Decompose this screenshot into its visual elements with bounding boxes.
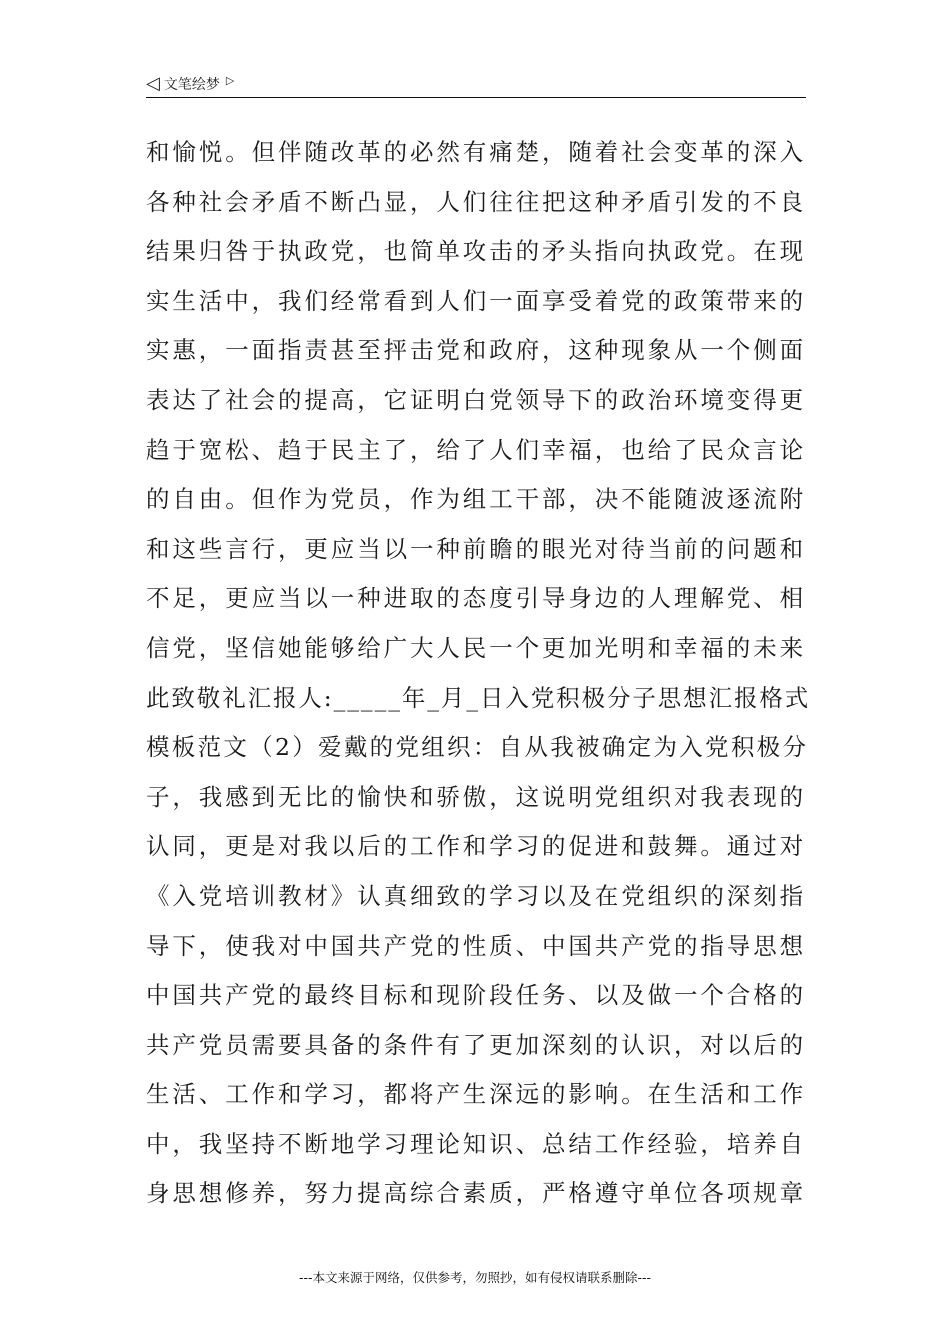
text-line: 认同，更是对我以后的工作和学习的促进和鼓舞。通过对	[146, 832, 806, 861]
text-line: 《入党培训教材》认真细致的学习以及在党组织的深刻指	[146, 881, 806, 910]
text-line: 生活、工作和学习，都将产生深远的影响。在生活和工作	[146, 1080, 806, 1109]
text-line: 趋于宽松、趋于民主了，给了人们幸福，也给了民众言论	[146, 435, 806, 464]
text-line: 实惠，一面指责甚至抨击党和政府，这种现象从一个侧面	[146, 336, 806, 365]
text-line: 信党，坚信她能够给广大人民一个更加光明和幸福的未来	[146, 633, 806, 662]
text-line: 子，我感到无比的愉快和骄傲，这说明党组织对我表现的	[146, 782, 806, 811]
text-line: 模板范文（2）爱戴的党组织：自从我被确定为入党积极分	[146, 733, 809, 762]
text-line: 身思想修养，努力提高综合素质，严格遵守单位各项规章	[146, 1179, 806, 1208]
text-line: 和这些言行，更应当以一种前瞻的眼光对待当前的问题和	[146, 534, 806, 563]
text-line: 表达了社会的提高，它证明白党领导下的政治环境变得更	[146, 385, 806, 414]
document-body	[146, 128, 810, 1219]
page-header	[146, 72, 806, 98]
text-line: 实生活中，我们经常看到人们一面享受着党的政策带来的	[146, 286, 806, 315]
text-line: 各种社会矛盾不断凸显，人们往往把这种矛盾引发的不良	[146, 187, 806, 216]
text-line: 结果归咎于执政党，也简单攻击的矛头指向执政党。在现	[146, 237, 806, 266]
text-line: 共产党员需要具备的条件有了更加深刻的认识，对以后的	[146, 1030, 806, 1059]
text-line: 的自由。但作为党员，作为组工干部，决不能随波逐流附	[146, 485, 806, 514]
header-brand-row	[146, 72, 806, 96]
triangle-left-icon: ◁	[146, 73, 160, 94]
footer-notice: ---本文来源于网络，仅供参考，勿照抄，如有侵权请联系删除---	[298, 1270, 652, 1285]
header-divider	[146, 97, 806, 98]
brand-title: 文笔绘梦	[163, 77, 220, 93]
text-line: 此致敬礼汇报人:_____年_月_日入党积极分子思想汇报格式	[146, 683, 811, 712]
text-line: 中国共产党的最终目标和现阶段任务、以及做一个合格的	[146, 981, 806, 1010]
triangle-right-icon: ▷	[225, 73, 235, 87]
text-line: 导下，使我对中国共产党的性质、中国共产党的指导思想	[146, 931, 806, 960]
text-line: 中，我坚持不断地学习理论知识、总结工作经验，培养自	[146, 1129, 806, 1158]
text-line: 和愉悦。但伴随改革的必然有痛楚，随着社会变革的深入	[146, 138, 806, 166]
text-line: 不足，更应当以一种进取的态度引导身边的人理解党、相	[146, 584, 806, 613]
